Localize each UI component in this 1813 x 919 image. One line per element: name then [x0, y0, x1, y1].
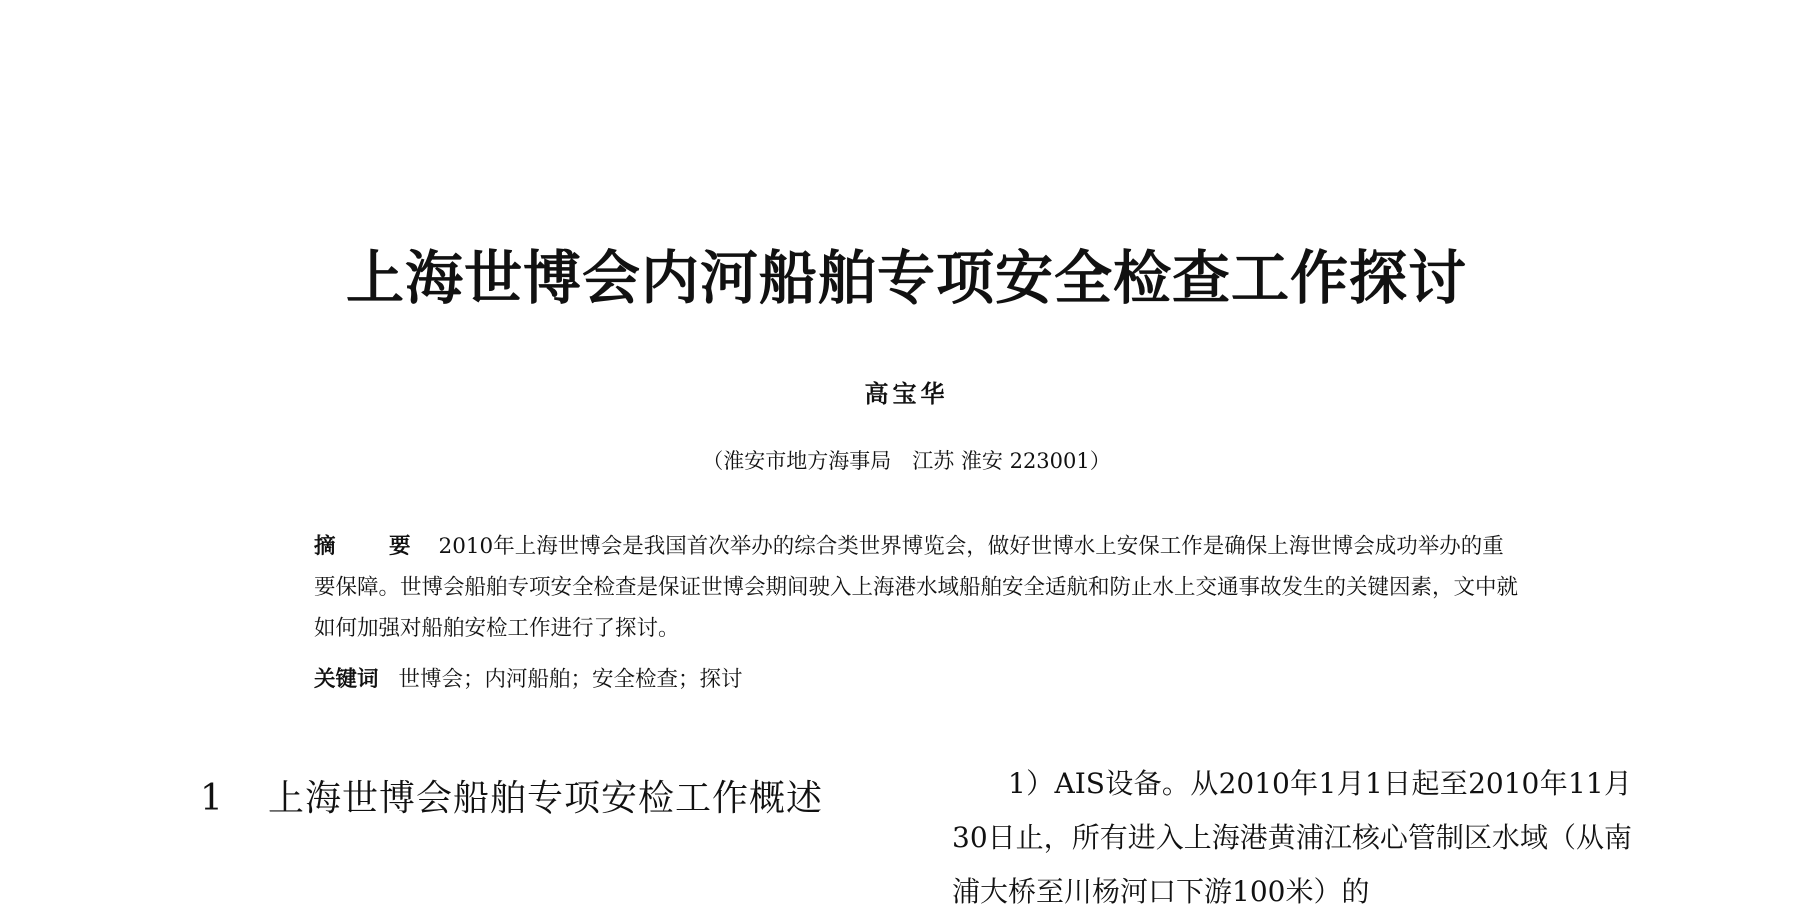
author-name: 高宝华	[864, 379, 949, 408]
abstract-label: 摘 要	[314, 534, 427, 559]
section-1-heading	[200, 770, 900, 828]
body-paragraph: 1）AIS设备。从2010年1月1日起至2010年11月30日止，所有进入上海港黄浦江核心管制区水域（从南浦大桥至川杨河口下游100米）的	[952, 767, 1632, 908]
keywords-label: 关键词	[314, 667, 379, 692]
keywords-text: 世博会；内河船舶；安全检查；探讨	[398, 667, 743, 692]
paper-title: 上海世博会内河船舶专项安全检查工作探讨	[345, 244, 1467, 312]
author-affiliation: （淮安市地方海事局 江苏 淮安 223001）	[702, 449, 1111, 473]
abstract-block	[314, 526, 1524, 649]
abstract-text: 2010年上海世博会是我国首次举办的综合类世界博览会，做好世博水上安保工作是确保上海世博会成功举办的重要保障。世博会船舶专项安全检查是保证世博会期间驶入上海港水域船舶安全适航和防止水上交通事故发生的关键因素，文中就如何加强对船舶安检工作进行了探讨。	[314, 534, 1519, 641]
section-number: 1	[200, 778, 223, 819]
keywords-block	[314, 665, 1524, 695]
section-title: 上海世博会船舶专项安检工作概述	[268, 778, 824, 819]
